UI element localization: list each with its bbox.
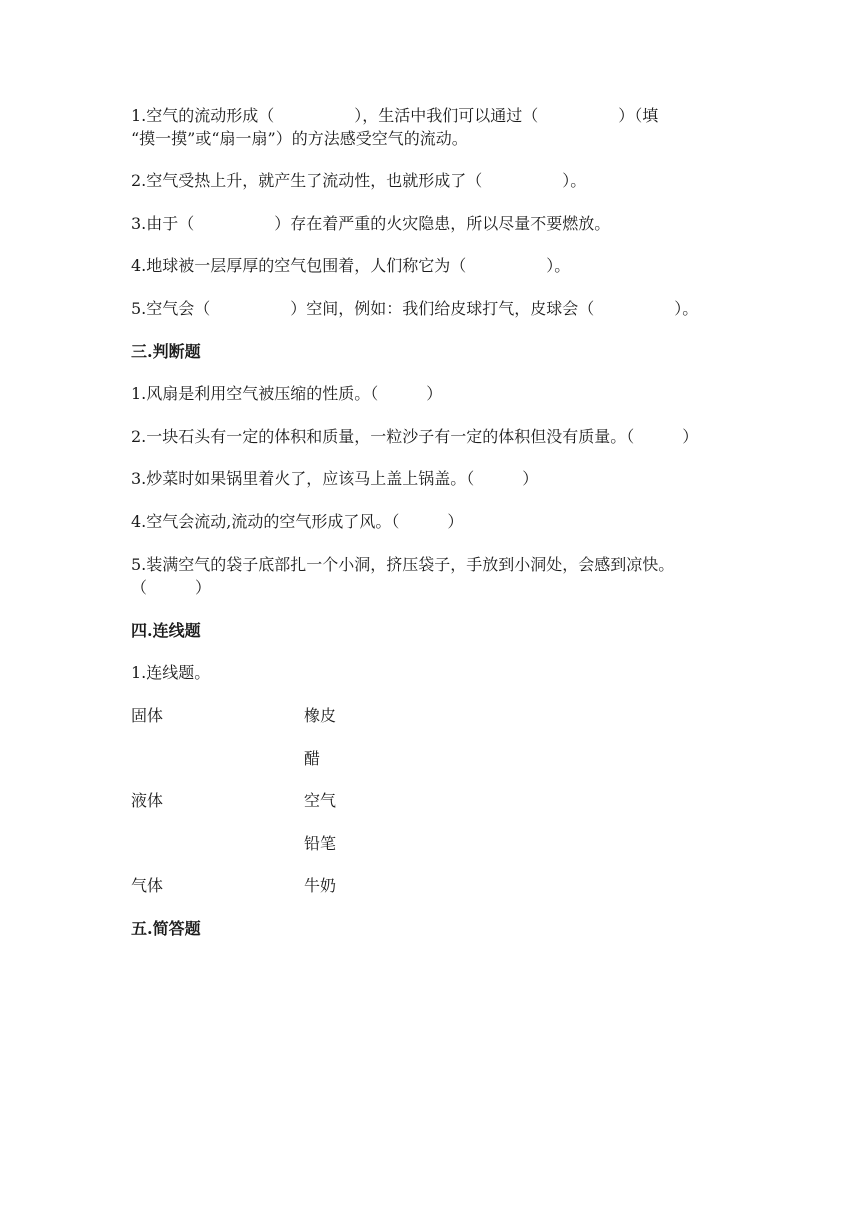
fill-in-question-1-line-1: 1.空气的流动形成（ ），生活中我们可以通过（ ）（填 bbox=[131, 106, 659, 125]
matching-left-item: 气体 bbox=[131, 876, 164, 895]
fill-in-question-4: 4.地球被一层厚厚的空气包围着，人们称它为（ ）。 bbox=[131, 256, 571, 275]
matching-right-item: 空气 bbox=[304, 791, 337, 810]
matching-left-item: 固体 bbox=[131, 706, 164, 725]
judge-question-5-line-1: 5.装满空气的袋子底部扎一个小洞，挤压袋子，手放到小洞处，会感到凉快。 bbox=[131, 555, 675, 574]
matching-right-item: 铅笔 bbox=[304, 834, 337, 853]
matching-right-item: 橡皮 bbox=[304, 706, 337, 725]
judge-question-3: 3.炒菜时如果锅里着火了，应该马上盖上锅盖。（ ） bbox=[131, 469, 539, 488]
fill-in-question-1-line-2: “摸一摸”或“扇一扇”）的方法感受空气的流动。 bbox=[131, 129, 468, 148]
matching-right-item: 牛奶 bbox=[304, 876, 337, 895]
judge-question-2: 2.一块石头有一定的体积和质量，一粒沙子有一定的体积但没有质量。（ ） bbox=[131, 427, 699, 446]
matching-intro: 1.连线题。 bbox=[131, 663, 211, 682]
section-heading-matching: 四.连线题 bbox=[131, 621, 201, 640]
fill-in-question-2: 2.空气受热上升，就产生了流动性，也就形成了（ ）。 bbox=[131, 171, 587, 190]
section-heading-short-answer: 五.简答题 bbox=[131, 919, 201, 938]
judge-question-5-line-2: （ ） bbox=[131, 578, 212, 597]
fill-in-question-3: 3.由于（ ）存在着严重的火灾隐患，所以尽量不要燃放。 bbox=[131, 214, 611, 233]
fill-in-question-5: 5.空气会（ ）空间，例如：我们给皮球打气，皮球会（ ）。 bbox=[131, 299, 699, 318]
section-heading-judge: 三.判断题 bbox=[131, 342, 201, 361]
matching-left-item: 液体 bbox=[131, 791, 164, 810]
judge-question-4: 4.空气会流动,流动的空气形成了风。（ ） bbox=[131, 512, 464, 531]
judge-question-1: 1.风扇是利用空气被压缩的性质。（ ） bbox=[131, 384, 443, 403]
matching-right-item: 醋 bbox=[304, 749, 321, 768]
